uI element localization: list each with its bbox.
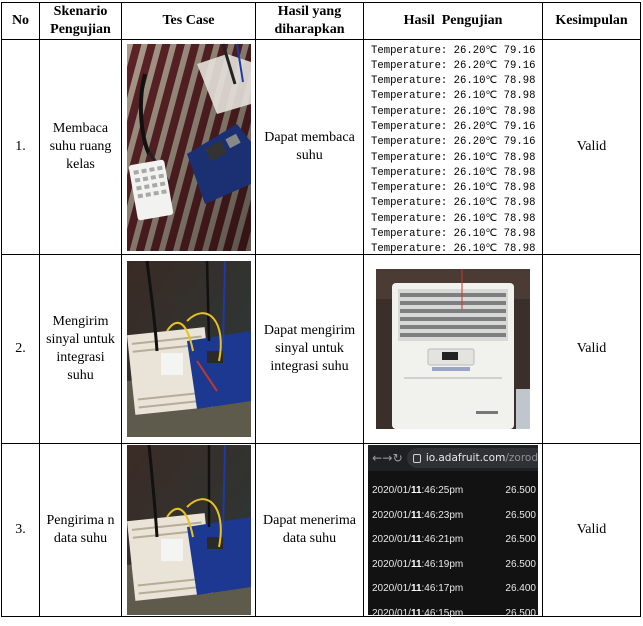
breadboard-photo-image (127, 445, 251, 615)
test-result-cell (364, 40, 543, 255)
feed-hour: 11 (411, 485, 422, 496)
feed-date: 2020/01/ (372, 534, 411, 545)
serial-output-line: Temperature: 26.20℃ 79.16 (371, 120, 535, 135)
feed-time: :46:21pm (422, 534, 464, 545)
test-case-cell (122, 40, 256, 255)
expected-result: Dapat membaca suhu (256, 40, 364, 255)
feed-time: :46:17pm (422, 583, 464, 594)
feed-hour: 11 (411, 510, 422, 521)
feed-time: :46:15pm (422, 608, 464, 619)
row-number: 2. (2, 255, 40, 444)
serial-output-line: Temperature: 26.10℃ 78.98 (371, 151, 535, 166)
header-kesimpulan: Kesimpulan (543, 3, 641, 40)
feed-timestamp (372, 580, 463, 598)
serial-output-line: Temperature: 26.10℃ 78.98 (371, 166, 535, 181)
back-arrow-icon[interactable]: ← (372, 449, 382, 467)
serial-output-line: Temperature: 26.10℃ 78.98 (371, 227, 535, 242)
feed-timestamp (372, 531, 463, 549)
serial-output-line: Temperature: 26.10℃ 78.98 (371, 212, 535, 227)
address-bar[interactable] (407, 448, 538, 468)
serial-output-line: Temperature: 26.10℃ 78.98 (371, 196, 535, 211)
table-row (2, 255, 641, 444)
conclusion: Valid (543, 444, 641, 617)
feed-timestamp (372, 482, 463, 500)
scenario-text: Pengirima n data suhu (40, 444, 122, 617)
header-skenario: Skenario Pengujian (40, 3, 122, 40)
feed-row (368, 528, 538, 553)
test-case-cell (122, 255, 256, 444)
table-row (2, 444, 641, 617)
breadboard-photo (127, 445, 251, 615)
air-conditioner-photo (376, 269, 530, 429)
browser-toolbar (368, 445, 538, 471)
table-row (2, 40, 641, 255)
test-results-table (1, 2, 641, 617)
test-result-cell (364, 255, 543, 444)
header-tes-case: Tes Case (122, 3, 256, 40)
feed-hour: 11 (411, 608, 422, 619)
feed-date: 2020/01/ (372, 583, 411, 594)
conclusion: Valid (543, 40, 641, 255)
sensor-photo-image (127, 44, 251, 251)
feed-value: 26.500 (505, 507, 536, 525)
scenario-text: Mengirim sinyal untuk integrasi suhu (40, 255, 122, 444)
feed-time: :46:25pm (422, 485, 464, 496)
feed-hour: 11 (411, 583, 422, 594)
header-hasil-pengujian: Hasil Pengujian (364, 3, 543, 40)
serial-output-line: Temperature: 26.20℃ 79.16 (371, 59, 535, 74)
feed-value: 26.500 (505, 482, 536, 500)
serial-output-line: Temperature: 26.10℃ 78.98 (371, 242, 535, 257)
feed-date: 2020/01/ (372, 608, 411, 619)
feed-date: 2020/01/ (372, 510, 411, 521)
feed-hour: 11 (411, 534, 422, 545)
serial-output-line: Temperature: 26.10℃ 78.98 (371, 105, 535, 120)
serial-output-line: Temperature: 26.10℃ 78.98 (371, 89, 535, 104)
feed-timestamp (372, 507, 463, 525)
test-result-cell (364, 444, 543, 617)
reload-icon[interactable]: ↻ (393, 449, 403, 467)
feed-timestamp (372, 605, 463, 623)
feed-row (368, 553, 538, 578)
url-path: /zorod (505, 449, 538, 467)
forward-arrow-icon[interactable]: → (382, 449, 392, 467)
feed-time: :46:19pm (422, 559, 464, 570)
lock-icon (413, 454, 421, 463)
breadboard-photo (127, 261, 251, 437)
feed-row (368, 479, 538, 504)
row-number: 3. (2, 444, 40, 617)
breadboard-photo-image (127, 261, 251, 437)
feed-data-list (368, 471, 538, 626)
header-row (2, 3, 641, 40)
row-number: 1. (2, 40, 40, 255)
feed-row (368, 602, 538, 626)
serial-monitor-output (371, 44, 535, 251)
feed-date: 2020/01/ (372, 559, 411, 570)
sensor-photo (127, 44, 251, 251)
feed-value: 26.400 (505, 580, 536, 598)
feed-row (368, 504, 538, 529)
conclusion: Valid (543, 255, 641, 444)
feed-date: 2020/01/ (372, 485, 411, 496)
header-no: No (2, 3, 40, 40)
air-conditioner-photo-image (376, 269, 530, 429)
feed-value: 26.500 (505, 556, 536, 574)
serial-output-line: Temperature: 26.20℃ 79.16 (371, 135, 535, 150)
expected-result: Dapat menerima data suhu (256, 444, 364, 617)
adafruit-io-screenshot (368, 445, 538, 615)
url-host: io.adafruit.com (426, 449, 506, 467)
serial-output-line: Temperature: 26.10℃ 78.98 (371, 74, 535, 89)
feed-row (368, 577, 538, 602)
scenario-text: Membaca suhu ruang kelas (40, 40, 122, 255)
test-case-cell (122, 444, 256, 617)
feed-timestamp (372, 556, 463, 574)
expected-result: Dapat mengirim sinyal untuk integrasi suhu (256, 255, 364, 444)
serial-output-line: Temperature: 26.10℃ 78.98 (371, 181, 535, 196)
feed-time: :46:23pm (422, 510, 464, 521)
feed-hour: 11 (411, 559, 422, 570)
feed-value: 26.500 (505, 605, 536, 623)
serial-output-line: Temperature: 26.20℃ 79.16 (371, 44, 535, 59)
feed-value: 26.500 (505, 531, 536, 549)
header-hasil-diharapkan: Hasil yang diharapkan (256, 3, 364, 40)
